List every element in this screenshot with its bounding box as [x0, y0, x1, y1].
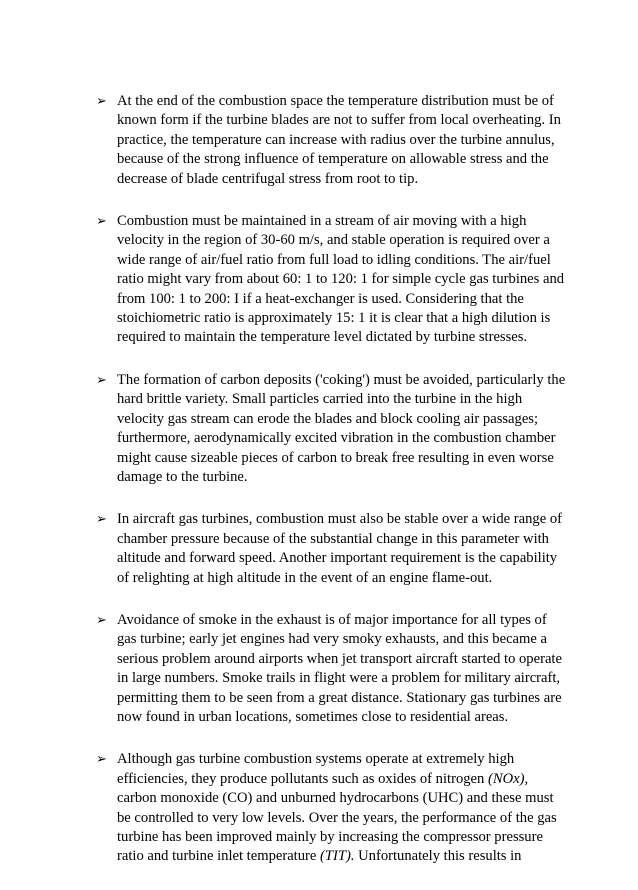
arrow-bullet-icon: ➢ [96, 612, 107, 628]
text-segment: Although gas turbine combustion systems operate at extremely high efficiencies, they produce pollutants such as oxides of nitrogen [117, 751, 515, 787]
paragraph-text [117, 750, 566, 866]
list-item [96, 750, 566, 866]
paragraph-text: At the end of the combustion space the temperature distribution must be of known form if the turbine blades are not to suffer from local overheating. In practice, the temperature can increase with radius over the turbine annulus, because of the strong influence of temperature on allowable stress and the decrease of blade centrifugal stress from root to tip. [117, 93, 561, 187]
list-item [96, 611, 566, 727]
list-item [96, 212, 566, 348]
arrow-bullet-icon: ➢ [96, 94, 107, 109]
arrow-bullet-icon: ➢ [96, 512, 107, 528]
italic-term-nox: (NOx), [487, 770, 529, 787]
list-item [96, 92, 566, 189]
list-item [96, 510, 566, 588]
arrow-bullet-icon: ➢ [96, 214, 107, 230]
list-item [96, 371, 566, 487]
paragraph-text: Avoidance of smoke in the exhaust is of major importance for all types of gas turbine; early jet engines had very smoky exhausts, and this became a serious problem around airports when jet transport aircraft started to operate in large numbers. Smoke trails in flight were a problem for military aircraft, permitting them to be seen from a great distance. Stationary gas turbines are now found in urban locations, sometimes close to residential areas. [117, 611, 562, 725]
arrow-bullet-icon: ➢ [96, 752, 107, 768]
paragraph-text: The formation of carbon deposits ('coking') must be avoided, particularly the hard brittle variety. Small particles carried into the turbine in the high velocity gas stream can erode the blades and block cooling air passages; furthermore, aerodynamically excited vibration in the combustion chamber might cause sizeable pieces of carbon to break free resulting in even worse damage to the turbine. [117, 371, 566, 485]
text-segment: Unfortunately this results in [354, 848, 522, 865]
bullet-list [96, 92, 566, 890]
text-segment: carbon monoxide (CO) and unburned hydrocarbons (UHC) and these must be controlled to very low levels. Over the years, the performance of the gas turbine has been improved mainly by increasing the compressor pressure ratio and turbine inlet temperature [117, 790, 557, 865]
paragraph-text: In aircraft gas turbines, combustion must also be stable over a wide range of chamber pressure because of the substantial change in this parameter with altitude and forward speed. Another important requirement is the capability of relighting at high altitude in the event of an engine flame-out. [117, 511, 562, 586]
italic-term-tit: (TIT). [320, 848, 355, 865]
paragraph-text: Combustion must be maintained in a stream of air moving with a high velocity in the region of 30-60 m/s, and stable operation is required over a wide range of air/fuel ratio from full load to idling conditions. The air/fuel ratio might vary from about 60: 1 to 120: 1 for simple cycle gas turbines and from 100: 1 to 200: I if a heat-exchanger is used. Considering that the stoichiometric ratio is approximately 15: 1 it is clear that a high dilution is required to maintain the temperature level dictated by turbine stresses. [117, 213, 565, 346]
arrow-bullet-icon: ➢ [96, 372, 107, 388]
